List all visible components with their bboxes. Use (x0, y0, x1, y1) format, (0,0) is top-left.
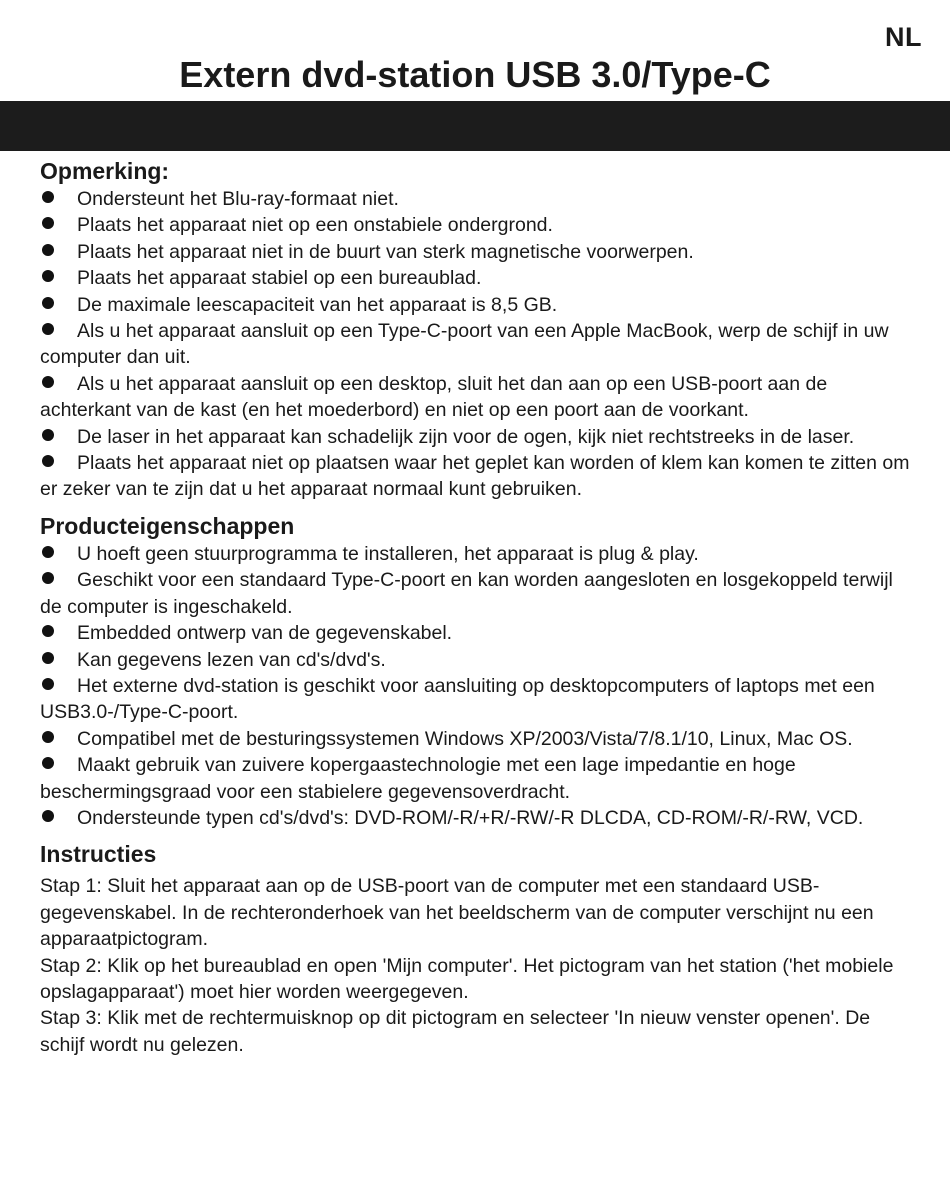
list-item (40, 752, 915, 805)
bullet-dot-icon (42, 217, 54, 229)
list-item-text: Plaats het apparaat stabiel op een bureaublad. (77, 267, 482, 290)
list-item (40, 673, 915, 726)
bullet-dot-icon (42, 731, 54, 743)
list-item (40, 450, 915, 503)
instruction-step: Stap 1: Sluit het apparaat aan op de USB-poort van de computer met een standaard USB-gegevenskabel. In de rechteronderhoek van het beeldscherm van de computer verschijnt nu een apparaatpictogram. (40, 875, 874, 951)
list-item (40, 567, 915, 620)
list-item-text: De laser in het apparaat kan schadelijk zijn voor de ogen, kijk niet rechtstreeks in de laser. (77, 425, 855, 448)
instruction-step: Stap 3: Klik met de rechtermuisknop op dit pictogram en selecteer 'In nieuw venster openen'. De schijf wordt nu gelezen. (40, 1007, 871, 1056)
bullet-dot-icon (42, 546, 54, 558)
features-list (40, 541, 915, 831)
bullet-dot-icon (42, 270, 54, 282)
list-item (40, 424, 915, 450)
instructions-heading: Instructies (40, 841, 157, 868)
bullet-dot-icon (42, 757, 54, 769)
list-item-text: U hoeft geen stuurprogramma te installeren, het apparaat is plug & play. (77, 542, 699, 565)
list-item-text: Ondersteunt het Blu-ray-formaat niet. (77, 188, 399, 210)
bullet-dot-icon (42, 376, 54, 388)
list-item (40, 541, 915, 567)
list-item (40, 371, 915, 424)
bullet-dot-icon (42, 429, 54, 441)
list-item-text: De maximale leescapaciteit van het apparaat is 8,5 GB. (77, 293, 558, 316)
bullet-dot-icon (42, 572, 54, 584)
list-item (40, 620, 915, 646)
list-item (40, 805, 915, 831)
list-item (40, 726, 915, 752)
language-tag: NL (885, 22, 922, 52)
list-item-text: Kan gegevens lezen van cd's/dvd's. (77, 648, 386, 671)
document-title: Extern dvd-station USB 3.0/Type-C (179, 54, 771, 95)
list-item-text: Embedded ontwerp van de gegevenskabel. (77, 622, 453, 645)
document-body (40, 156, 915, 1058)
list-item-text: Maakt gebruik van zuivere kopergaastechnologie met een lage impedantie en hoge beschermingsgraad voor een stabielere gegevensoverdracht. (40, 754, 796, 803)
list-item-text: Ondersteunde typen cd's/dvd's: DVD-ROM/-R/+R/-RW/-R DLCDA, CD-ROM/-R/-RW, VCD. (77, 806, 864, 829)
list-item (40, 318, 915, 371)
bullet-dot-icon (42, 191, 54, 203)
instruction-step: Stap 2: Klik op het bureaublad en open 'Mijn computer'. Het pictogram van het station ('het mobiele opslagapparaat') moet hier worden weergegeven. (40, 954, 894, 1003)
list-item-text: Compatibel met de besturingssystemen Windows XP/2003/Vista/7/8.1/10, Linux, Mac OS. (77, 727, 853, 750)
list-item-text: Als u het apparaat aansluit op een Type-C-poort van een Apple MacBook, werp de schijf in uw computer dan uit. (40, 320, 889, 369)
note-heading: Opmerking: (40, 158, 170, 184)
bullet-dot-icon (42, 625, 54, 637)
list-item-text: Plaats het apparaat niet op plaatsen waar het geplet kan worden of klem kan komen te zitten om er zeker van te zijn dat u het apparaat normaal kunt gebruiken. (40, 452, 910, 501)
bullet-dot-icon (42, 244, 54, 256)
note-list (40, 186, 915, 503)
list-item-text: Als u het apparaat aansluit op een desktop, sluit het dan aan op een USB-poort aan de achterkant van de kast (en het moederbord) en niet op een poort aan de voorkant. (40, 372, 828, 422)
instructions-steps (40, 873, 915, 1058)
list-item-text: Geschikt voor een standaard Type-C-poort en kan worden aangesloten en losgekoppeld terwijl de computer is ingeschakeld. (40, 569, 893, 618)
list-item (40, 186, 915, 212)
features-heading: Producteigenschappen (40, 512, 295, 539)
bullet-dot-icon (42, 455, 54, 467)
list-item-text: Plaats het apparaat niet op een onstabiele ondergrond. (77, 214, 553, 237)
bullet-dot-icon (42, 652, 54, 664)
list-item (40, 212, 915, 238)
bullet-dot-icon (42, 678, 54, 690)
bullet-dot-icon (42, 297, 54, 309)
list-item (40, 292, 915, 318)
list-item-text: Het externe dvd-station is geschikt voor aansluiting op desktopcomputers of laptops met een USB3.0-/Type-C-poort. (40, 674, 875, 724)
bullet-dot-icon (42, 810, 54, 822)
bullet-dot-icon (42, 323, 54, 335)
list-item (40, 265, 915, 291)
list-item-text: Plaats het apparaat niet in de buurt van sterk magnetische voorwerpen. (77, 240, 694, 263)
list-item (40, 239, 915, 265)
title-bar (0, 101, 950, 151)
list-item (40, 647, 915, 673)
